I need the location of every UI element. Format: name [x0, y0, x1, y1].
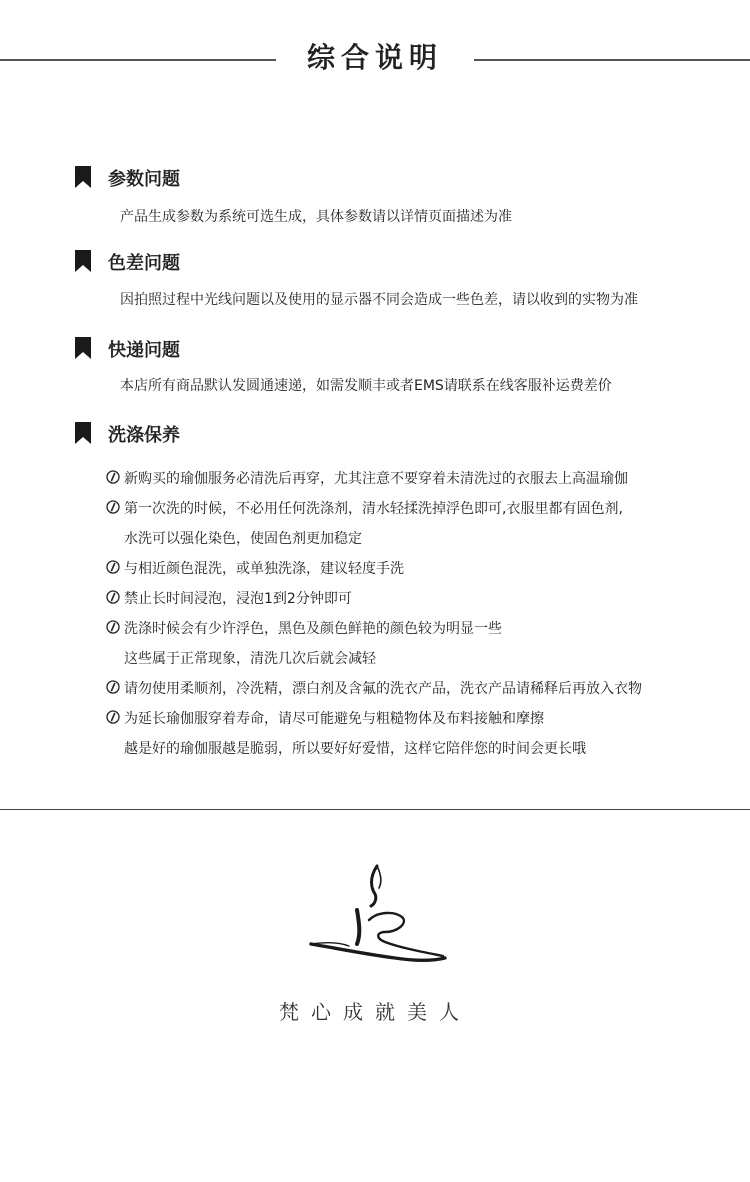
list-item-text: 洗涤时候会有少许浮色，黑色及颜色鲜艳的颜色较为明显一些 [124, 621, 502, 637]
list-item-text: 水洗可以强化染色，使固色剂更加稳定 [124, 531, 362, 547]
bookmark-icon [75, 166, 91, 188]
info-circle-icon [106, 620, 120, 634]
list-item [104, 556, 744, 586]
list-item-text: 新购买的瑜伽服务必清洗后再穿，尤其注意不要穿着未清洗过的衣服去上高温瑜伽 [124, 471, 628, 487]
list-item [104, 466, 744, 496]
section-body: 产品生成参数为系统可选生成，具体参数请以详情页面描述为准 [120, 209, 512, 225]
list-item-text: 第一次洗的时候，不必用任何洗涤剂，清水轻揉洗掉浮色即可,衣服里都有固色剂, [124, 501, 623, 517]
info-circle-icon [106, 590, 120, 604]
section-title: 色差问题 [108, 253, 180, 274]
section-title: 参数问题 [108, 169, 180, 190]
info-circle-icon [106, 560, 120, 574]
section-params [74, 166, 734, 225]
list-item-text: 为延长瑜伽服穿着寿命，请尽可能避免与粗糙物体及布料接触和摩擦 [124, 711, 544, 727]
info-circle-icon [106, 710, 120, 724]
list-item [104, 616, 744, 646]
section-body: 因拍照过程中光线问题以及使用的显示器不同会造成一些色差，请以收到的实物为准 [120, 292, 638, 308]
brand-slogan: 梵心成就美人 [279, 1000, 471, 1024]
section-body: 本店所有商品默认发圆通速递，如需发顺丰或者EMS请联系在线客服补运费差价 [120, 378, 612, 394]
footer-divider [0, 809, 750, 810]
brand-logo-icon [305, 862, 450, 967]
section-title: 快递问题 [108, 340, 180, 361]
list-item [104, 586, 744, 616]
info-circle-icon [106, 500, 120, 514]
header-rule-right [474, 59, 750, 61]
list-item [104, 496, 744, 526]
header-rule-left [0, 59, 276, 61]
list-item-text: 禁止长时间浸泡，浸泡1到2分钟即可 [124, 591, 352, 607]
list-item [104, 676, 744, 706]
list-item-text: 请勿使用柔顺剂，冷洗精，漂白剂及含氟的洗衣产品，洗衣产品请稀释后再放入衣物 [124, 681, 642, 697]
bookmark-icon [75, 422, 91, 444]
section-title: 洗涤保养 [108, 425, 180, 446]
header [0, 0, 750, 120]
bookmark-icon [75, 250, 91, 272]
section-color-difference [74, 250, 734, 308]
bookmark-icon [75, 337, 91, 359]
section-shipping [74, 337, 734, 394]
info-circle-icon [106, 470, 120, 484]
page-title: 综合说明 [306, 41, 443, 74]
list-item-text: 越是好的瑜伽服越是脆弱，所以要好好爱惜，这样它陪伴您的时间会更长哦 [124, 741, 586, 757]
list-item [104, 646, 744, 676]
care-list [104, 466, 744, 766]
list-item [104, 706, 744, 736]
info-circle-icon [106, 680, 120, 694]
section-care [74, 422, 734, 448]
list-item-text: 与相近颜色混洗，或单独洗涤，建议轻度手洗 [124, 561, 404, 577]
list-item [104, 526, 744, 556]
list-item-text: 这些属于正常现象，清洗几次后就会减轻 [124, 651, 376, 667]
list-item [104, 736, 744, 766]
